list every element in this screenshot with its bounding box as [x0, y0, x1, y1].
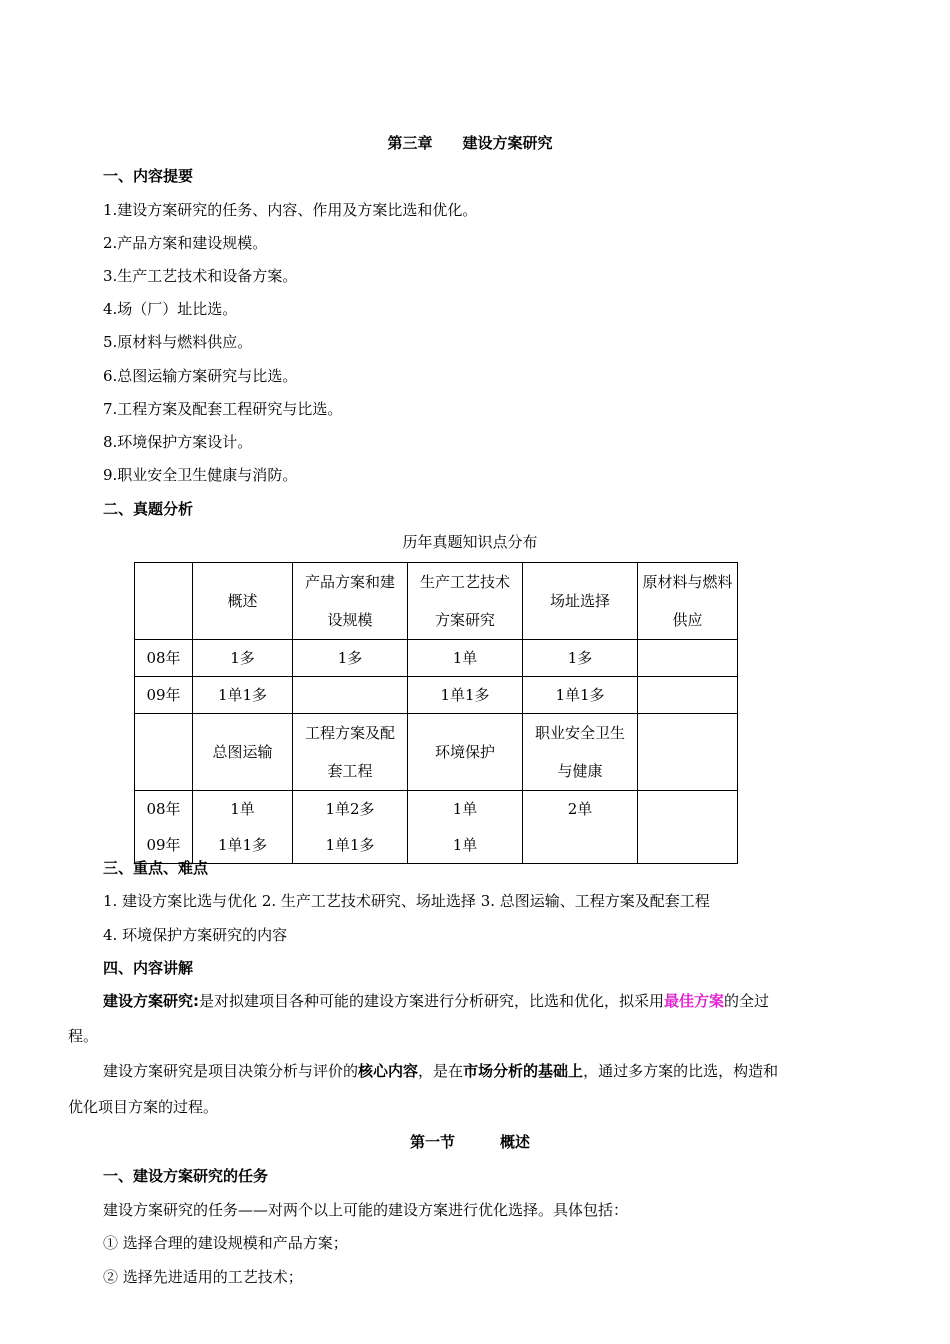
table-cell: 1多 [293, 640, 408, 677]
emphasis-core-content: 核心内容 [358, 1062, 419, 1080]
paragraph-definition-cont: 程。 [68, 1027, 99, 1045]
table-header-row [135, 714, 738, 791]
paragraph-text: 建设方案研究是项目决策分析与评价的 [103, 1062, 359, 1080]
definition-text: 的全过 [724, 992, 770, 1010]
table-cell [135, 563, 193, 640]
table-header-row [135, 563, 738, 640]
summary-item: 3.生产工艺技术和设备方案。 [103, 267, 298, 285]
summary-item: 6.总图运输方案研究与比选。 [103, 367, 298, 385]
table-header-cell: 原材料与燃料供应 [638, 563, 738, 640]
table-cell: 09年 [135, 677, 193, 714]
table-cell: 1单2多 1单1多 [293, 791, 408, 864]
table-cell [293, 677, 408, 714]
task-intro: 建设方案研究的任务——对两个以上可能的建设方案进行优化选择。具体包括： [103, 1201, 629, 1219]
summary-item: 1.建设方案研究的任务、内容、作用及方案比选和优化。 [103, 201, 478, 219]
table-header-cell: 概述 [193, 563, 293, 640]
table-cell: 08年 09年 [135, 791, 193, 864]
summary-item: 9.职业安全卫生健康与消防。 [103, 466, 298, 484]
chapter-title: 第三章 建设方案研究 [387, 134, 553, 152]
table-cell: 1多 [523, 640, 638, 677]
key-points-line: 4. 环境保护方案研究的内容 [103, 926, 288, 944]
key-points-line: 1. 建设方案比选与优化 2. 生产工艺技术研究、场址选择 3. 总图运输、工程方案及配套工程 [103, 892, 710, 910]
emphasis-market-analysis: 市场分析的基础上 [463, 1062, 584, 1080]
highlight-best-plan: 最佳方案 [664, 992, 725, 1010]
subsection-heading: 一、建设方案研究的任务 [103, 1167, 269, 1185]
section-heading-summary: 一、内容提要 [103, 167, 194, 185]
summary-item: 7.工程方案及配套工程研究与比选。 [103, 400, 343, 418]
table-cell [638, 677, 738, 714]
table-cell: 1单 1单 [408, 791, 523, 864]
table-header-cell: 总图运输 [193, 714, 293, 791]
task-item: ② 选择先进适用的工艺技术； [103, 1268, 303, 1286]
table-header-cell: 产品方案和建设规模 [293, 563, 408, 640]
exam-distribution-table [134, 562, 738, 864]
task-item: ① 选择合理的建设规模和产品方案； [103, 1234, 348, 1252]
section-heading-content: 四、内容讲解 [103, 959, 194, 977]
definition-term: 建设方案研究: [103, 992, 199, 1010]
table-cell: 2单 [523, 791, 638, 864]
table-cell: 1单 [408, 640, 523, 677]
paragraph-text: ，是在 [418, 1062, 464, 1080]
summary-item: 4.场（厂）址比选。 [103, 300, 238, 318]
table-header-cell: 工程方案及配套工程 [293, 714, 408, 791]
summary-item: 5.原材料与燃料供应。 [103, 333, 253, 351]
table-cell [638, 714, 738, 791]
paragraph-text: ，通过多方案的比选，构造和 [583, 1062, 779, 1080]
table-caption: 历年真题知识点分布 [402, 533, 538, 551]
table-row [135, 791, 738, 864]
table-cell: 1多 [193, 640, 293, 677]
table-row [135, 677, 738, 714]
table-cell [135, 714, 193, 791]
table-row [135, 640, 738, 677]
paragraph-core [103, 1061, 778, 1081]
section-heading-key-points: 三、重点、难点 [103, 859, 209, 877]
table-cell: 1单 1单1多 [193, 791, 293, 864]
paragraph-definition [103, 991, 769, 1011]
section-title: 第一节 概述 [409, 1133, 530, 1151]
table-cell: 1单1多 [193, 677, 293, 714]
table-cell [638, 640, 738, 677]
summary-item: 8.环境保护方案设计。 [103, 433, 253, 451]
section-heading-exam-analysis: 二、真题分析 [103, 500, 194, 518]
table-header-cell: 生产工艺技术方案研究 [408, 563, 523, 640]
table-cell: 1单1多 [408, 677, 523, 714]
table-cell [638, 791, 738, 864]
table-header-cell: 场址选择 [523, 563, 638, 640]
paragraph-core-cont: 优化项目方案的过程。 [68, 1098, 219, 1116]
definition-text: 是对拟建项目各种可能的建设方案进行分析研究，比选和优化，拟采用 [199, 992, 665, 1010]
table-cell: 08年 [135, 640, 193, 677]
table-header-cell: 环境保护 [408, 714, 523, 791]
table-cell: 1单1多 [523, 677, 638, 714]
table-header-cell: 职业安全卫生与健康 [523, 714, 638, 791]
summary-item: 2.产品方案和建设规模。 [103, 234, 268, 252]
